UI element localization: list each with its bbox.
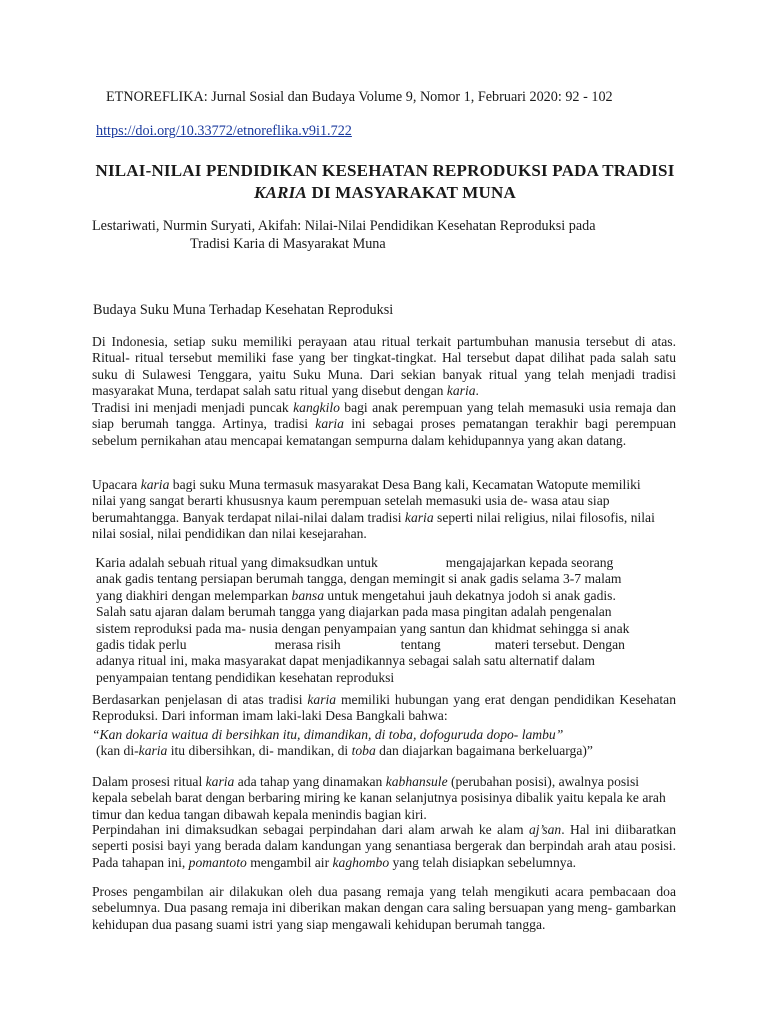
text: bagi anak perempuan yang telah memasuki usia remaja dan siap berumah tangga. Artinya, tradisi (92, 400, 676, 432)
paragraph-6 (92, 774, 676, 823)
quote-translation (96, 743, 593, 759)
paragraph-4 (92, 555, 668, 686)
italic-term: aj’san (528, 822, 562, 837)
text: tentang (400, 637, 441, 653)
text: ada tahap yang dinamakan (234, 774, 386, 789)
title-part2: DI MASYARAKAT MUNA (307, 183, 516, 202)
paragraph-8: Proses pengambilan air dilakukan oleh dua pasang remaja yang telah mengikuti acara pembacaan doa sebelumnya. Dua pasang remaja ini diberikan makan dengan cara saling bersuapan yang meng- gambarkan kehidupan dua pasang suami istri yang siap mengawali kehidupan berumah tangga. (92, 884, 676, 932)
italic-term: karia (140, 477, 170, 492)
article-title (90, 160, 680, 204)
paragraph-5 (92, 692, 676, 725)
author-line (92, 217, 672, 253)
italic-term: kabhansule (385, 774, 448, 789)
p4-line-2: anak gadis tentang persiapan berumah tangga, dengan memingit si anak gadis selama 3-7 malam (96, 571, 622, 587)
text: materi tersebut. Dengan (494, 637, 625, 653)
text: bagi suku Muna termasuk masyarakat Desa Bang kali, Kecamatan Watopute memiliki nilai yang sangat berarti khususnya kaum perempuan setelah memasuki usia de- wasa atau siap berumahtangga. Banyak terdapat nilai-nilai dalam tradisi (92, 477, 641, 525)
text: seperti nilai religius, nilai filosofis, nilai nilai sosial, nilai pendidikan dan nilai kesejarahan. (92, 509, 655, 542)
italic-term: karia (315, 416, 344, 432)
text: gadis tidak perlu (96, 637, 187, 653)
italic-term: karia (205, 774, 235, 789)
text: ini sebagai proses pematangan terakhir bagi perempuan sebelum pernikahan atau mencapai kematangan sempurna dalam kehidupannya yang akan datang. (92, 416, 677, 448)
italic-term: pomantoto (188, 854, 247, 870)
italic-term: karia (446, 383, 476, 399)
text: . (475, 383, 479, 399)
title-part1: NILAI-NILAI PENDIDIKAN KESEHATAN REPRODUKSI PADA TRADISI (95, 161, 675, 180)
text: yang telah disiapkan sebelumnya. (389, 854, 577, 870)
italic-term: karia (307, 692, 337, 707)
italic-term: kaghombo (332, 854, 390, 870)
text: Karia adalah sebuah ritual yang dimaksudkan untuk (95, 555, 378, 570)
p4-line-6 (92, 637, 668, 653)
paragraph-2 (92, 400, 676, 449)
text: dan diajarkan bagaimana berkeluarga)” (375, 743, 593, 758)
italic-term: toba (351, 743, 376, 758)
text: . Hal ini diibaratkan seperti posisi bayi yang berada dalam kandungan yang senantiasa bergerak dan berpindah arah atau posisi. Pada tahapan ini, (92, 822, 676, 870)
journal-citation: ETNOREFLIKA: Jurnal Sosial dan Budaya Volume 9, Nomor 1, Februari 2020: 92 - 102 (106, 89, 613, 105)
text: Berdasarkan penjelasan di atas tradisi (92, 692, 308, 707)
italic-term: karia (138, 743, 168, 758)
text: itu dibersihkan, di- mandikan, di (167, 743, 352, 758)
p4-line-3 (92, 588, 668, 604)
text: Perpindahan ini dimaksudkan sebagai perpindahan dari alam arwah ke alam (92, 822, 529, 837)
paragraph-3 (92, 477, 664, 543)
italic-term: kangkilo (293, 400, 340, 415)
text: memiliki hubungan yang erat dengan pendidikan Kesehatan Reproduksi. Dari informan imam laki-laki Desa Bangkali bahwa: (92, 692, 676, 724)
text: Upacara (92, 477, 141, 492)
text: Dalam prosesi ritual (92, 774, 206, 789)
p4-line-8: penyampaian tentang pendidikan kesehatan reproduksi (96, 669, 395, 685)
paragraph-1 (92, 334, 676, 400)
italic-term: bansa (291, 587, 325, 603)
text: Tradisi ini menjadi menjadi puncak (92, 400, 294, 415)
title-italic: KARIA (254, 183, 308, 202)
p4-line-7: adanya ritual ini, maka masyarakat dapat menjadikannya sebagai salah satu alternatif dalam (96, 653, 595, 669)
text: (perubahan posisi), awalnya posisi kepala sebelah barat dengan berbaring miring ke kanan selanjutnya posisinya dibalik yaitu kepala ke arah timur dan kedua tangan dibawah kepala menindis bagian kiri. (92, 774, 666, 822)
doi-link[interactable]: https://doi.org/10.33772/etnoreflika.v9i1.722 (96, 123, 352, 139)
p4-line-5: sistem reproduksi pada ma- nusia dengan penyampaian yang santun dan khidmat sehingga si anak (96, 620, 630, 636)
text: Di Indonesia, setiap suku memiliki perayaan atau ritual terkait partumbuhan manusia tersebut di atas. Ritual- ritual tersebut memiliki fase yang ber tingkat-tingkat. Hal tersebut dapat dilihat pada salah satu suku di Sulawesi Tenggara, yaitu Suku Muna. Dari sekian banyak ritual yang telah menjadi tradisi masyarakat Muna, terdapat salah satu ritual yang disebut dengan (92, 334, 676, 399)
paragraph-7 (92, 822, 676, 871)
text: untuk mengetahui jauh dekatnya jodoh si anak gadis. (324, 587, 616, 603)
italic-term: karia (404, 509, 434, 525)
text: merasa risih (274, 637, 341, 653)
p4-line-4: Salah satu ajaran dalam berumah tangga yang diajarkan pada masa pingitan adalah pengenalan (96, 604, 612, 620)
text: yang diakhiri dengan melemparkan (96, 587, 292, 603)
text: mengambil air (246, 854, 333, 870)
p4-line-1 (92, 555, 668, 571)
informant-quote: “Kan dokaria waitua di bersihkan itu, dimandikan, di toba, dofoguruda dopo- lambu” (92, 727, 564, 742)
author-line-2: Tradisi Karia di Masyarakat Muna (190, 236, 386, 252)
author-line-1: Lestariwati, Nurmin Suryati, Akifah: Nilai-Nilai Pendidikan Kesehatan Reproduksi pada (92, 218, 596, 234)
section-heading: Budaya Suku Muna Terhadap Kesehatan Reproduksi (93, 302, 394, 318)
text: (kan di- (96, 743, 139, 758)
text: mengajajarkan kepada seorang (445, 555, 614, 570)
